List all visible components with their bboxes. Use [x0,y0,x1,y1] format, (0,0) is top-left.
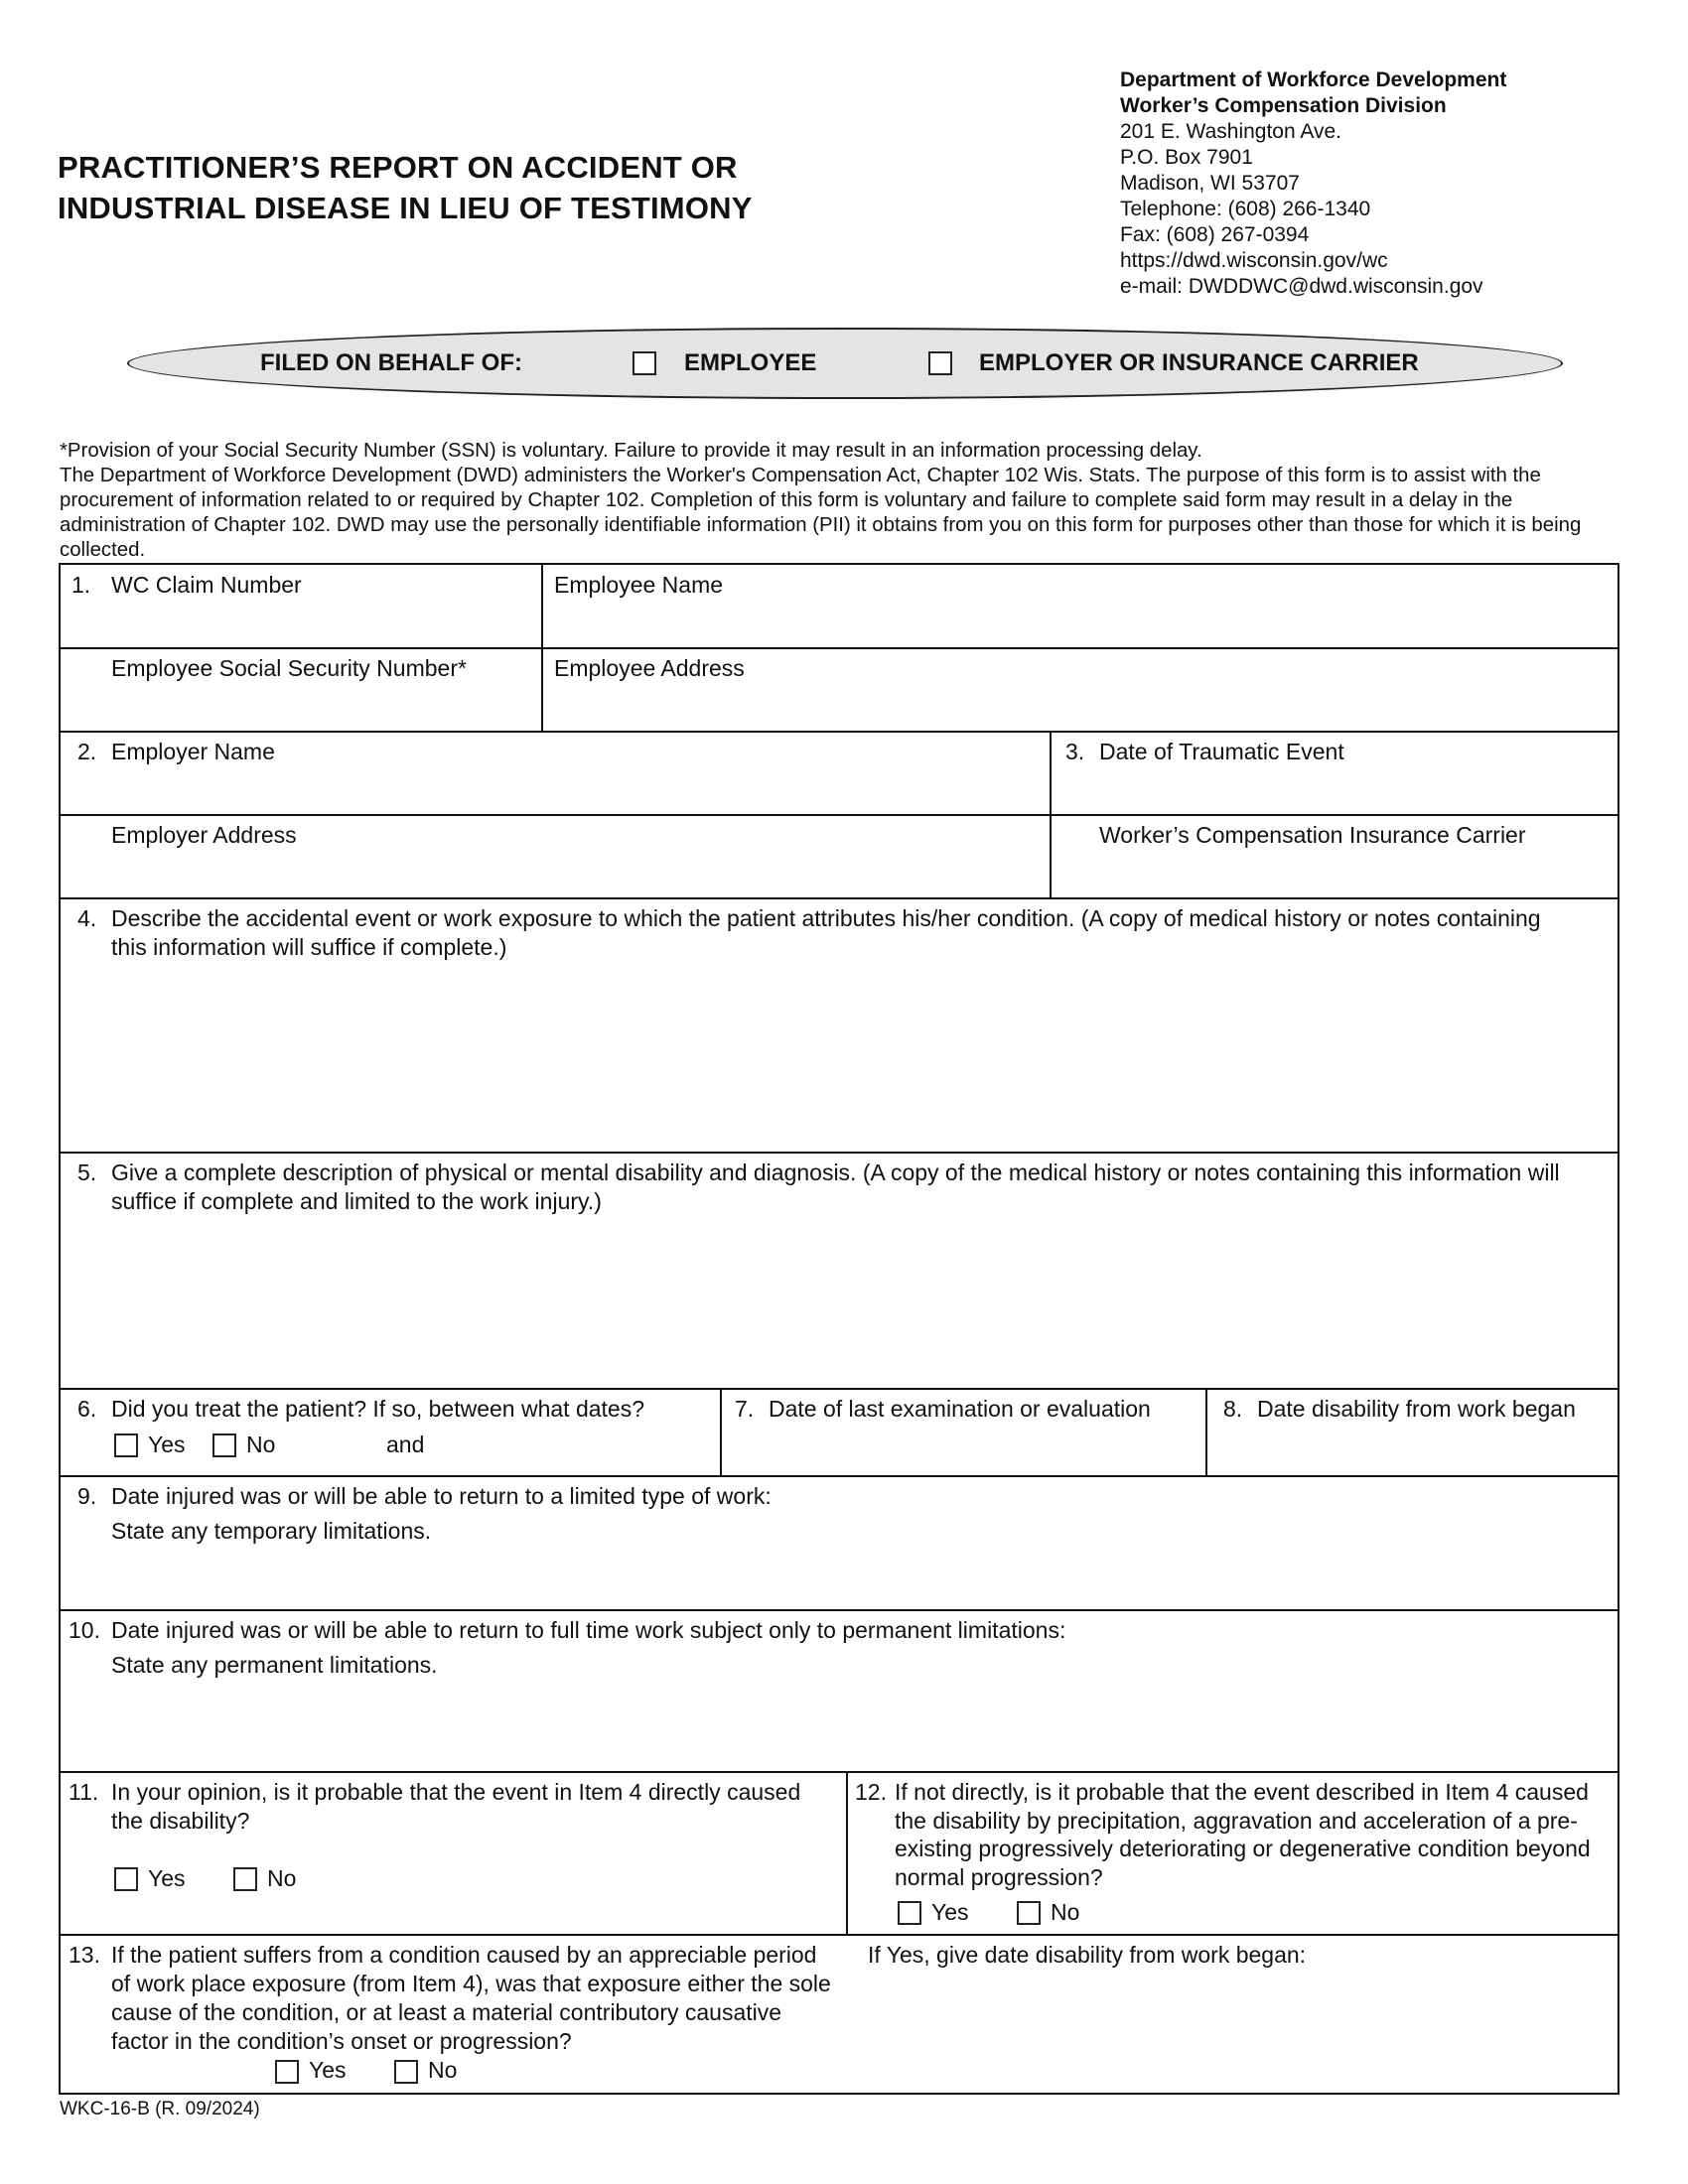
agency-address [1120,68,1506,300]
form-id: WKC-16-B (R. 09/2024) [60,2099,260,2119]
employee-option-label: EMPLOYEE [684,349,817,376]
item-11-question: In your opinion, is it probable that the event in Item 4 directly caused the disability? [111,1779,801,1834]
agency-department: Department of Workforce Development [1120,68,1507,91]
item-9-question: Date injured was or will be able to return to a limited type of work: [111,1483,772,1509]
employer-address-label: Employer Address [111,822,297,848]
item-4-question: Describe the accidental event or work exposure to which the patient attributes his/her condition. (A copy of medical history or notes containing this information will suffice if complete.) [111,905,1541,960]
item-11-yes-checkbox[interactable] [114,1867,138,1891]
employer-carrier-checkbox[interactable] [928,351,952,375]
divider [61,1152,1618,1154]
item-number: 2. [77,739,97,764]
item-number: 3. [1065,739,1085,764]
divider [61,1388,1618,1390]
item-number: 10. [69,1617,100,1643]
divider [1050,731,1052,897]
employee-address-label: Employee Address [554,655,745,681]
filed-on-behalf-label: FILED ON BEHALF OF: [260,349,522,376]
employer-carrier-option-label: EMPLOYER OR INSURANCE CARRIER [979,349,1419,376]
item-number: 8. [1223,1396,1243,1422]
divider [720,1388,722,1475]
divider [61,647,1618,649]
divider [61,1609,1618,1611]
item-10-question: Date injured was or will be able to return to full time work subject only to permanent limitations: [111,1617,1066,1643]
item-6-yes-checkbox[interactable] [114,1433,138,1457]
no-label: No [267,1865,297,1891]
no-label: No [428,2057,458,2083]
item-8-question: Date disability from work began [1257,1396,1576,1422]
agency-telephone: Telephone: (608) 266-1340 [1120,198,1371,220]
yes-label: Yes [148,1432,186,1457]
yes-label: Yes [148,1865,186,1891]
divider [846,1771,848,1934]
divider [61,1934,1618,1936]
date-traumatic-event-label: Date of Traumatic Event [1099,739,1344,764]
ssn-notice: *Provision of your Social Security Number (SSN) is voluntary. Failure to provide it may result in an information processing delay. [60,440,1202,462]
item-13-question: If the patient suffers from a condition caused by an appreciable period of work place exposure (from Item 4), was that exposure either the sole cause of the condition, or at least a material contributory causative factor in the condition’s onset or progression? [111,1942,831,2054]
item-12-yes-checkbox[interactable] [898,1901,921,1925]
item-5-question: Give a complete description of physical or mental disability and diagnosis. (A copy of the medical history or notes containing this information will suffice if complete and limited to the work injury.) [111,1160,1560,1214]
title-line-1: PRACTITIONER’S REPORT ON ACCIDENT OR [58,150,738,185]
privacy-notice [60,439,1628,563]
report-form [59,563,1619,2095]
item-6-and-label: and [386,1432,425,1457]
employer-name-label: Employer Name [111,739,275,764]
agency-email[interactable]: e-mail: DWDDWC@dwd.wisconsin.gov [1120,275,1483,298]
agency-division: Worker’s Compensation Division [1120,94,1447,117]
employee-ssn-label: Employee Social Security Number* [111,655,467,681]
item-9-subquestion: State any temporary limitations. [111,1518,432,1544]
item-10-subquestion: State any permanent limitations. [111,1652,438,1678]
employee-name-label: Employee Name [554,572,724,598]
item-12-no-checkbox[interactable] [1017,1901,1041,1925]
divider [61,814,1618,816]
item-13-yes-checkbox[interactable] [275,2060,299,2084]
agency-website[interactable]: https://dwd.wisconsin.gov/wc [1120,249,1388,272]
title-line-2: INDUSTRIAL DISEASE IN LIEU OF TESTIMONY [58,191,753,225]
item-number: 4. [77,905,97,931]
item-number: 9. [77,1483,97,1509]
item-6-question: Did you treat the patient? If so, between what dates? [111,1396,645,1422]
item-number: 13. [69,1942,100,1968]
form-title [58,147,753,228]
item-12-question: If not directly, is it probable that the event described in Item 4 caused the disability by precipitation, aggravation and acceleration of a pre-existing progressively deteriorating or degenerative condition beyond normal progression? [895,1779,1591,1890]
item-number: 12. [855,1779,887,1805]
divider [61,1475,1618,1477]
item-number: 11. [69,1779,99,1805]
agency-street: 201 E. Washington Ave. [1120,120,1341,143]
yes-label: Yes [309,2057,347,2083]
agency-fax: Fax: (608) 267-0394 [1120,223,1310,246]
item-number: 7. [735,1396,755,1422]
item-7-question: Date of last examination or evaluation [769,1396,1151,1422]
item-number: 6. [77,1396,97,1422]
no-label: No [246,1432,276,1457]
divider [1205,1388,1207,1475]
divider [61,897,1618,899]
agency-pobox: P.O. Box 7901 [1120,146,1253,169]
yes-label: Yes [931,1899,969,1925]
divider [541,565,543,731]
item-13-no-checkbox[interactable] [394,2060,418,2084]
no-label: No [1051,1899,1080,1925]
item-13-date-label: If Yes, give date disability from work began: [868,1942,1307,1968]
divider [61,1771,1618,1773]
insurance-carrier-label: Worker’s Compensation Insurance Carrier [1099,822,1526,848]
purpose-notice: The Department of Workforce Development (DWD) administers the Worker's Compensation Act, Chapter 102 Wis. Stats. The purpose of this form is to assist with the procurement of information related to or required by Chapter 102. Completion of this form is voluntary and failure to complete said form may result in a delay in the administration of Chapter 102. DWD may use the personally identifiable information (PII) it obtains from you on this form for purposes other than those for which it is being collected. [60,465,1582,561]
employee-checkbox[interactable] [633,351,656,375]
item-number: 1. [71,572,91,598]
agency-city: Madison, WI 53707 [1120,172,1300,195]
divider [61,731,1618,733]
wc-claim-number-label: WC Claim Number [111,572,302,598]
item-11-no-checkbox[interactable] [233,1867,257,1891]
item-6-no-checkbox[interactable] [212,1433,236,1457]
item-number: 5. [77,1160,97,1185]
